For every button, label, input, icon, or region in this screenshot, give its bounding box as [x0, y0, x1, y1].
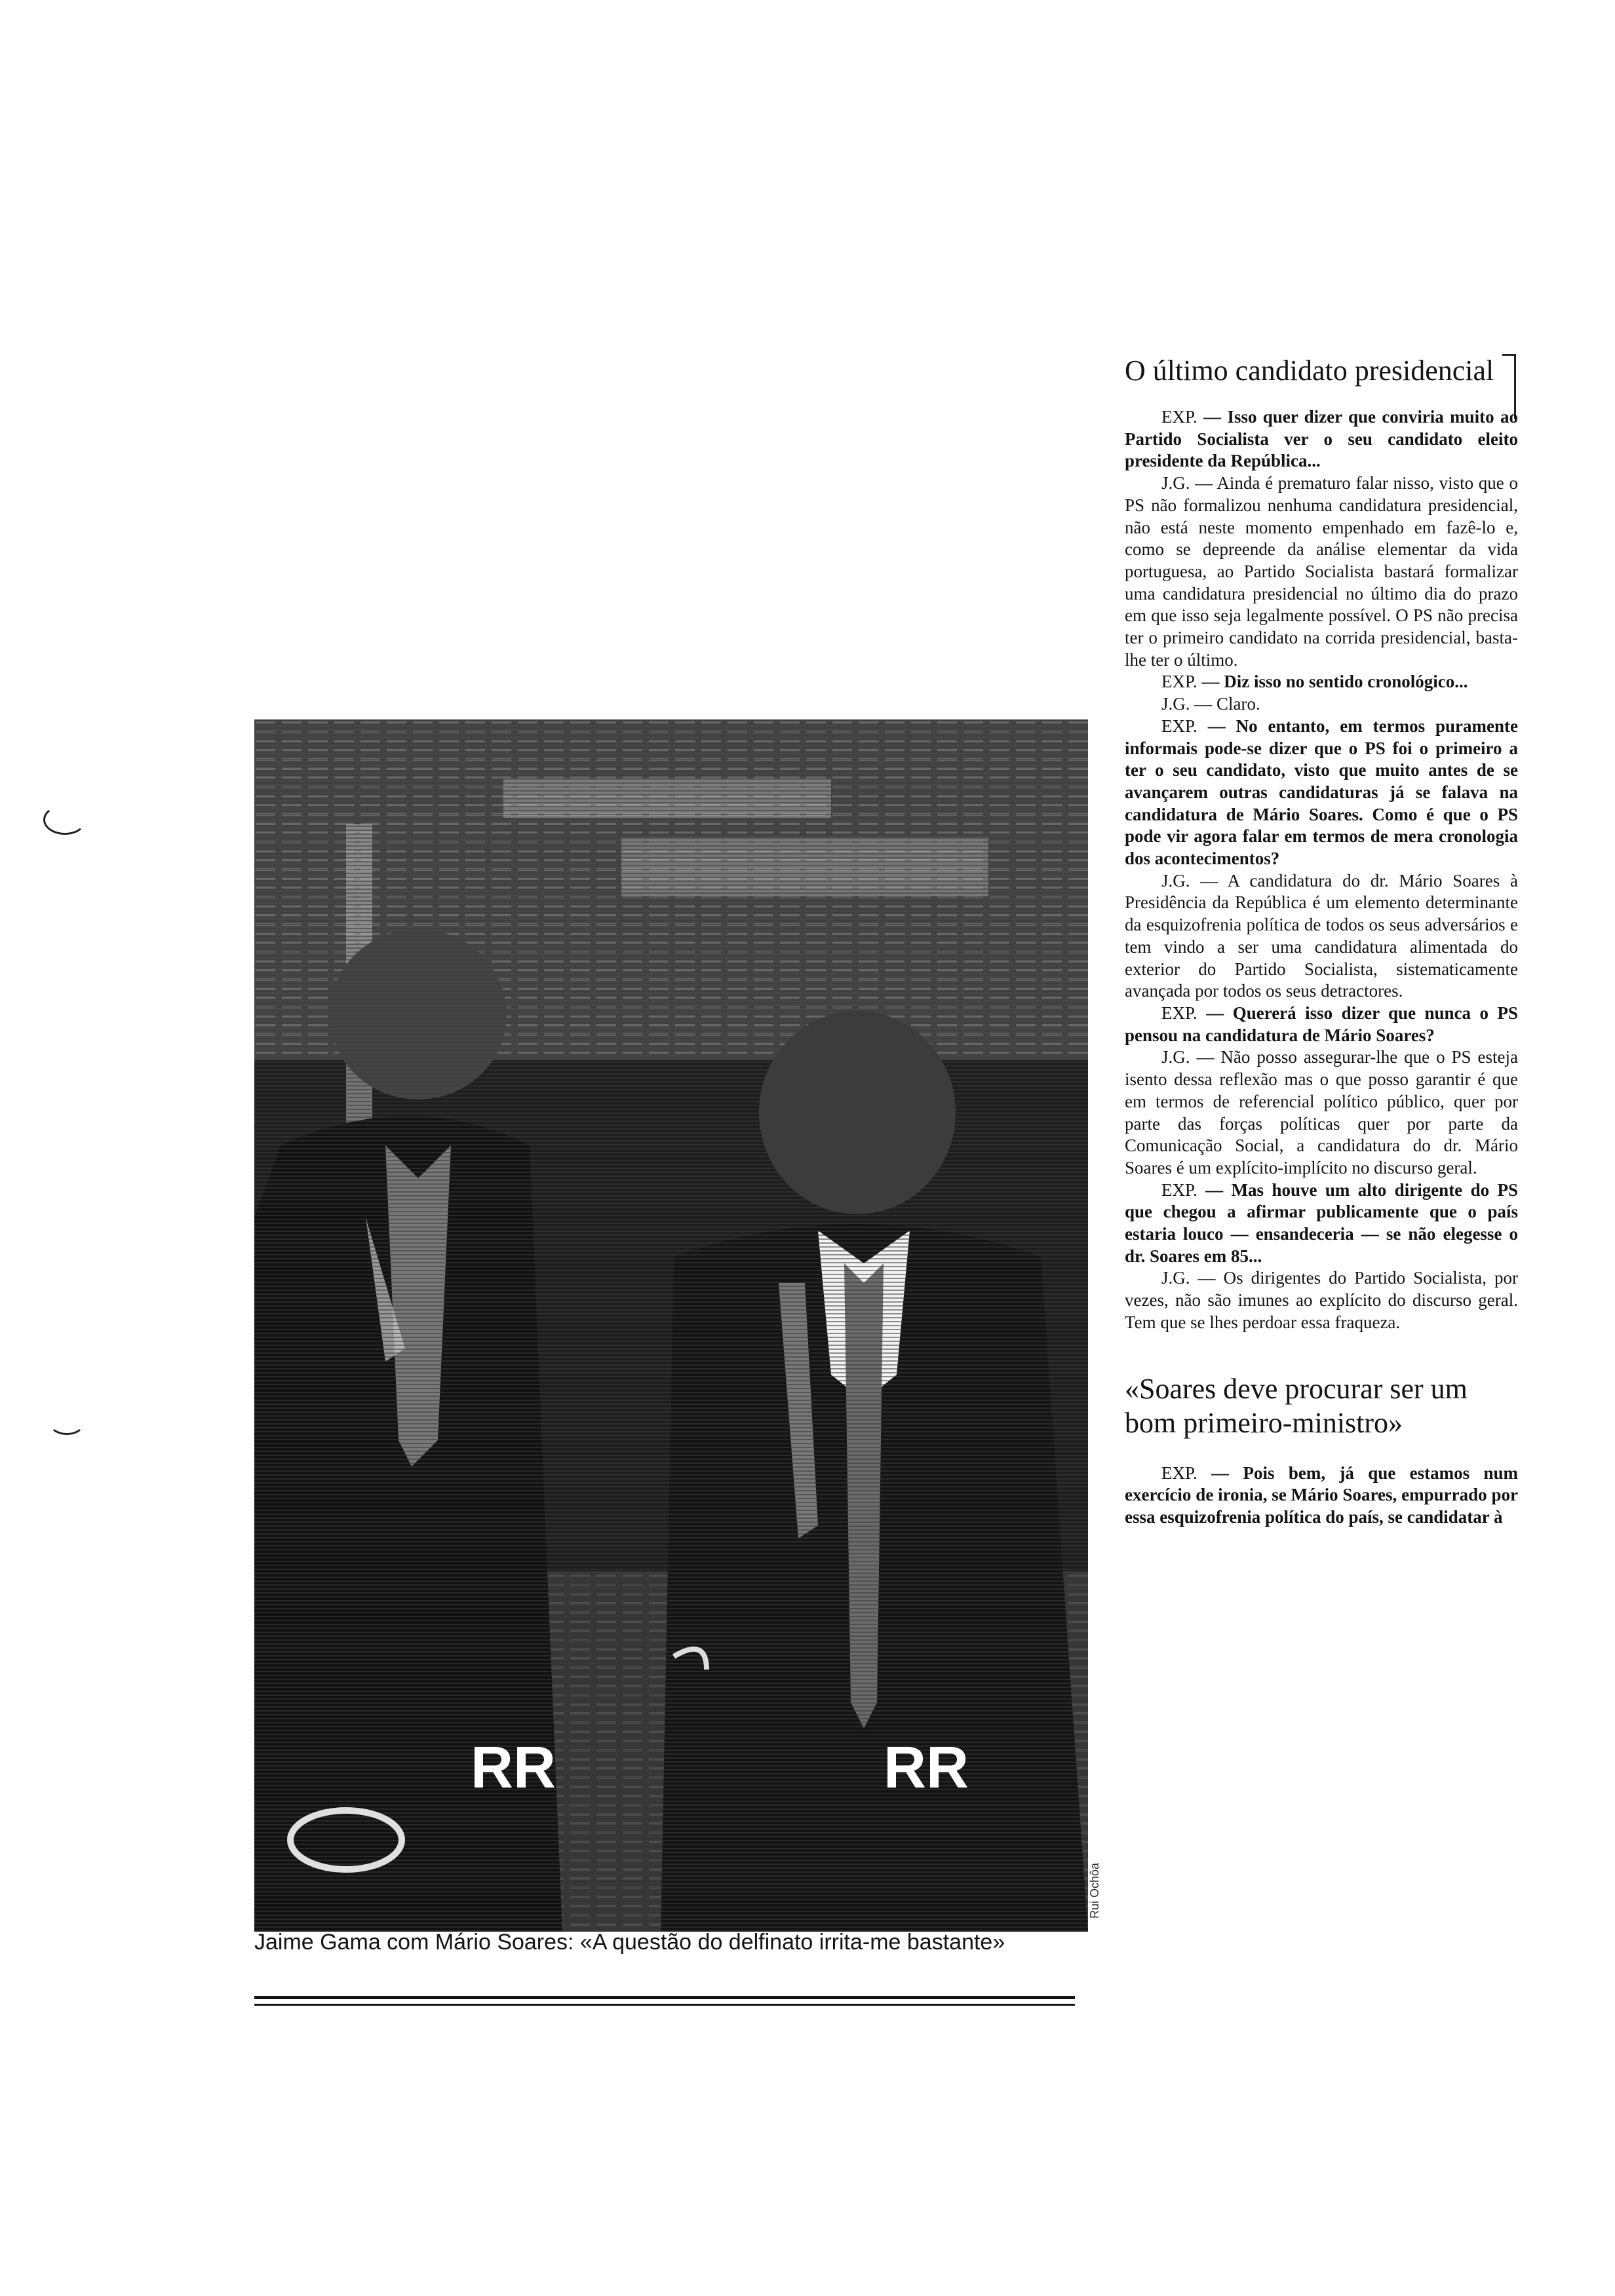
paragraph-text: — Quererá isso dizer que nunca o PS pensou na candidatura de Mário Soares? — [1125, 1003, 1518, 1045]
speaker-label: J.G. — [1161, 1268, 1190, 1288]
photo-image — [254, 719, 1088, 1932]
margin-mark-icon — [49, 1409, 85, 1435]
interview-paragraph — [1125, 870, 1518, 1003]
paragraph-text: — Claro. — [1190, 694, 1260, 714]
paragraph-text: — Não posso assegurar-lhe que o PS esteja isento dessa reflexão mas o que posso garantir é que em termos de referencial político público, quer por parte das forças políticas quer por parte da Comunicação Social, a candidatura do dr. Mário Soares é um explícito-implícito no discurso geral. — [1125, 1047, 1518, 1177]
interview-paragraph — [1125, 716, 1518, 870]
divider-rule — [254, 1996, 1075, 1999]
paragraph-text: — Isso quer dizer que conviria muito ao Partido Socialista ver o seu candidato eleito presidente da República... — [1125, 407, 1518, 471]
paragraph-text: — A candidatura do dr. Mário Soares à Presidência da República é um elemento determinante da esquizofrenia política de todos os seus adversários e tem vindo a ser uma candidatura alimentada do exterior do Partido Socialista, sistematicamente avançada por todos os seus detractores. — [1125, 870, 1518, 1001]
article-column — [1125, 354, 1518, 1529]
interview-paragraph — [1125, 406, 1518, 472]
interview-paragraph — [1125, 1463, 1518, 1529]
rr-logo-right: RR — [884, 1735, 969, 1801]
speaker-label: EXP. — [1161, 672, 1197, 692]
speaker-label: EXP. — [1161, 407, 1197, 427]
speaker-label: EXP. — [1161, 1179, 1197, 1200]
article-headline: O último candidato presidencial — [1125, 354, 1494, 387]
photo-caption: Jaime Gama com Mário Soares: «A questão do delfinato irrita-me bastante» — [254, 1930, 1005, 1955]
rr-logo-left: RR — [471, 1735, 556, 1801]
speaker-label: J.G. — [1161, 870, 1190, 890]
article-subheadline: «Soares deve procurar ser um bom primeiro-ministro» — [1125, 1372, 1468, 1439]
interview-paragraph — [1125, 671, 1518, 693]
margin-mark-icon — [43, 805, 87, 835]
interview-paragraph — [1125, 472, 1518, 671]
paragraph-text: — Ainda é prematuro falar nisso, visto que o PS não formalizou nenhuma candidatura presidencial, não está neste momento empenhado em fazê-lo e, como se depreende da análise elementar da vida portuguesa, ao Partido Socialista bastará formalizar uma candidatura presidencial no último dia do prazo em que isso seja legalmente possível. O PS não precisa ter o primeiro candidato na corrida presidencial, basta-lhe ter o último. — [1125, 473, 1518, 670]
paragraph-text: — Os dirigentes do Partido Socialista, por vezes, não são imunes ao explícito do discurso geral. Tem que se lhes perdoar essa fraqueza. — [1125, 1268, 1518, 1332]
speaker-label: J.G. — [1161, 1047, 1190, 1067]
interview-paragraph — [1125, 1179, 1518, 1268]
interview-paragraph — [1125, 1003, 1518, 1046]
interview-paragraph — [1125, 1046, 1518, 1179]
speaker-label: J.G. — [1161, 473, 1190, 493]
divider-rule-thin — [254, 2004, 1075, 2006]
speaker-label: EXP. — [1161, 1003, 1197, 1023]
paragraph-text: — Pois bem, já que estamos num exercício de ironia, se Mário Soares, empurrado por essa esquizofrenia política do país, se candidatar à — [1125, 1463, 1518, 1527]
paragraph-text: — No entanto, em termos puramente informais pode-se dizer que o PS foi o primeiro a ter o seu candidato, visto que muito antes de se avançarem outras candidaturas já se falava na candidatura de Mário Soares. Como é que o PS pode vir agora falar em termos de mera cronologia dos acontecimentos? — [1125, 716, 1518, 869]
paragraph-text: — Diz isso no sentido cronológico... — [1197, 672, 1468, 692]
interview-paragraph — [1125, 1267, 1518, 1333]
paragraph-text: — Mas houve um alto dirigente do PS que chegou a afirmar publicamente que o país estaria louco — ensandeceria — se não elegesse o dr. Soares em 85... — [1125, 1179, 1518, 1266]
news-photo — [254, 719, 1088, 1932]
speaker-label: EXP. — [1161, 716, 1197, 736]
speaker-label: J.G. — [1161, 694, 1190, 714]
interview-paragraph — [1125, 693, 1518, 716]
speaker-label: EXP. — [1161, 1463, 1197, 1483]
photo-credit: Rui Ochôa — [1088, 1862, 1101, 1919]
